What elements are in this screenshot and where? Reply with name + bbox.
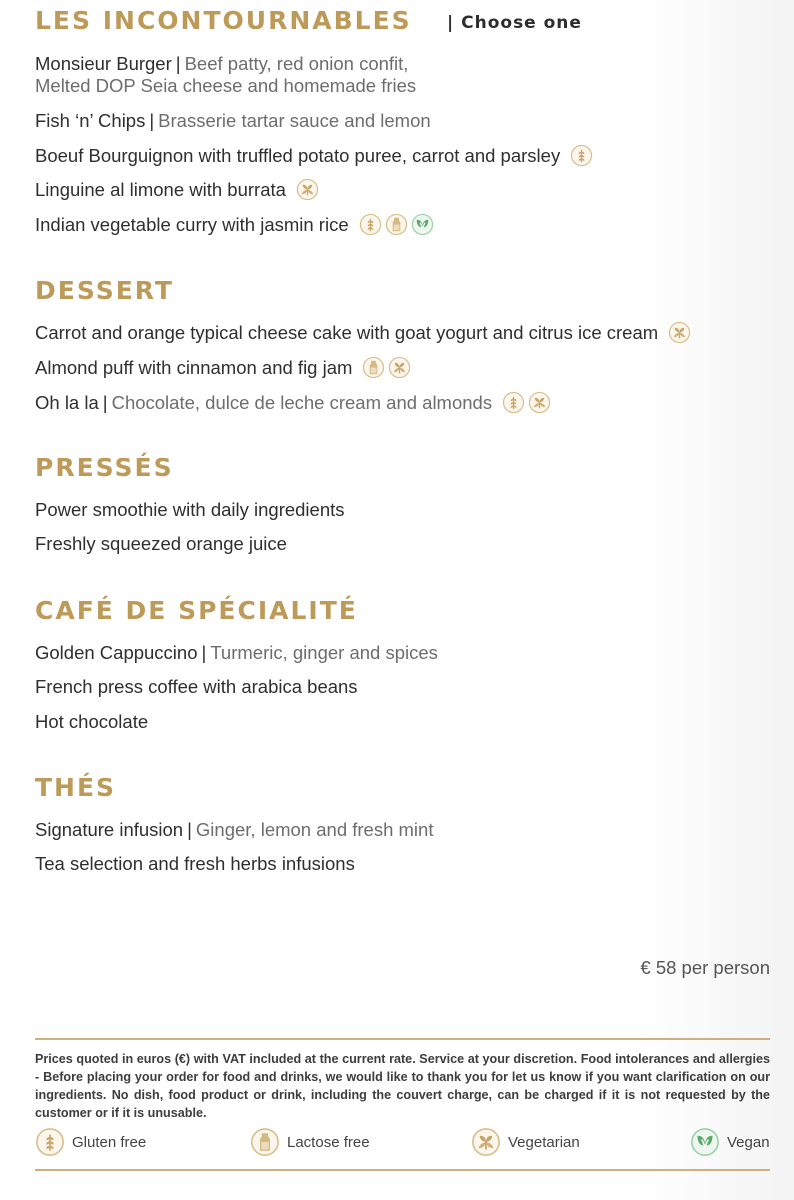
vegetarian-icon (668, 321, 691, 344)
item-description: Chocolate, dulce de leche cream and almonds (111, 391, 493, 413)
menu-item (35, 853, 355, 875)
diet-icons (296, 178, 319, 201)
legend-gluten-free (35, 1127, 146, 1157)
menu-item (35, 356, 411, 379)
section-title-dessert: DESSERT (35, 276, 174, 305)
menu-item (35, 533, 287, 555)
vegan-icon (690, 1127, 720, 1157)
item-name: Power smoothie with daily ingredients (35, 499, 345, 520)
legend-vegan (690, 1127, 770, 1157)
divider-top (35, 1038, 770, 1040)
menu-item-desc-cont (35, 75, 416, 97)
item-description: Beef patty, red onion confit, (184, 53, 409, 74)
diet-icons (502, 391, 551, 414)
legend-label: Gluten free (72, 1133, 147, 1151)
item-name: Signature infusion (35, 819, 184, 840)
item-separator: | (102, 391, 108, 413)
menu-item (35, 391, 551, 414)
item-description: Brasserie tartar sauce and lemon (158, 110, 431, 131)
gluten-free-icon (35, 1127, 65, 1157)
divider-bottom (35, 1169, 770, 1171)
gluten-free-icon (359, 213, 382, 236)
gluten-free-icon (570, 144, 593, 167)
lactose-free-icon (362, 356, 385, 379)
section-title-presses: PRESSÉS (35, 453, 174, 482)
item-name: Fish ‘n’ Chips (35, 110, 146, 131)
item-name: Boeuf Bourguignon with truffled potato puree, carrot and parsley (35, 144, 561, 166)
footnote-text: Prices quoted in euros (€) with VAT included at the current rate. Service at your discretion. Food intolerances and allergies - Before placing your order for food and drinks, we would like to thank you for let us know if you want clarification on our ingredients. No dish, food product or drink, including the couvert charge, can be charged if it is not requested by the customer or if it is unusable. (35, 1052, 770, 1120)
vegetarian-icon (388, 356, 411, 379)
item-separator: | (187, 819, 192, 840)
item-name: Freshly squeezed orange juice (35, 533, 287, 554)
legend-vegetarian (471, 1127, 580, 1157)
choose-one-label: | Choose one (447, 13, 582, 33)
diet-icons (359, 213, 434, 236)
lactose-free-icon (385, 213, 408, 236)
section-title-incontournables: LES INCONTOURNABLES (35, 6, 412, 35)
item-name: Oh la la (35, 391, 99, 413)
item-name: French press coffee with arabica beans (35, 676, 358, 697)
vegetarian-icon (296, 178, 319, 201)
gluten-free-icon (502, 391, 525, 414)
item-name: Indian vegetable curry with jasmin rice (35, 213, 349, 235)
item-separator: | (175, 53, 181, 74)
menu-item (35, 110, 431, 132)
menu-item (35, 642, 438, 664)
diet-icons (570, 144, 593, 167)
menu-item (35, 499, 345, 521)
menu-item (35, 321, 691, 344)
lactose-free-icon (250, 1127, 280, 1157)
menu-item (35, 819, 433, 841)
item-description: Melted DOP Seia cheese and homemade fries (35, 75, 417, 96)
legend-label: Vegetarian (508, 1133, 580, 1151)
item-name: Linguine al limone with burrata (35, 178, 286, 200)
vegetarian-icon (471, 1127, 501, 1157)
diet-icons (668, 321, 691, 344)
item-name: Monsieur Burger (35, 53, 172, 74)
item-name: Almond puff with cinnamon and fig jam (35, 356, 353, 378)
item-name: Hot chocolate (35, 711, 149, 732)
legend-lactose-free (250, 1127, 370, 1157)
price-per-person: € 58 per person (640, 957, 770, 978)
vegan-icon (411, 213, 434, 236)
item-name: Carrot and orange typical cheese cake with goat yogurt and citrus ice cream (35, 321, 659, 343)
item-name: Tea selection and fresh herbs infusions (35, 853, 355, 874)
item-separator: | (201, 642, 207, 663)
item-name: Golden Cappuccino (35, 642, 198, 663)
menu-item (35, 711, 148, 733)
section-title-thes: THÉS (35, 773, 117, 802)
menu-item (35, 676, 358, 698)
item-description: Turmeric, ginger and spices (210, 642, 438, 663)
vegetarian-icon (528, 391, 551, 414)
menu-item (35, 144, 593, 167)
section-title-cafe-de-specialite: CAFÉ DE SPÉCIALITÉ (35, 596, 358, 625)
legend-label: Vegan (727, 1133, 770, 1151)
menu-item (35, 178, 319, 201)
menu-item (35, 53, 408, 75)
diet-icons (362, 356, 411, 379)
legend-label: Lactose free (287, 1133, 370, 1151)
menu-item (35, 213, 434, 236)
item-separator: | (149, 110, 155, 131)
item-description: Ginger, lemon and fresh mint (195, 819, 434, 840)
